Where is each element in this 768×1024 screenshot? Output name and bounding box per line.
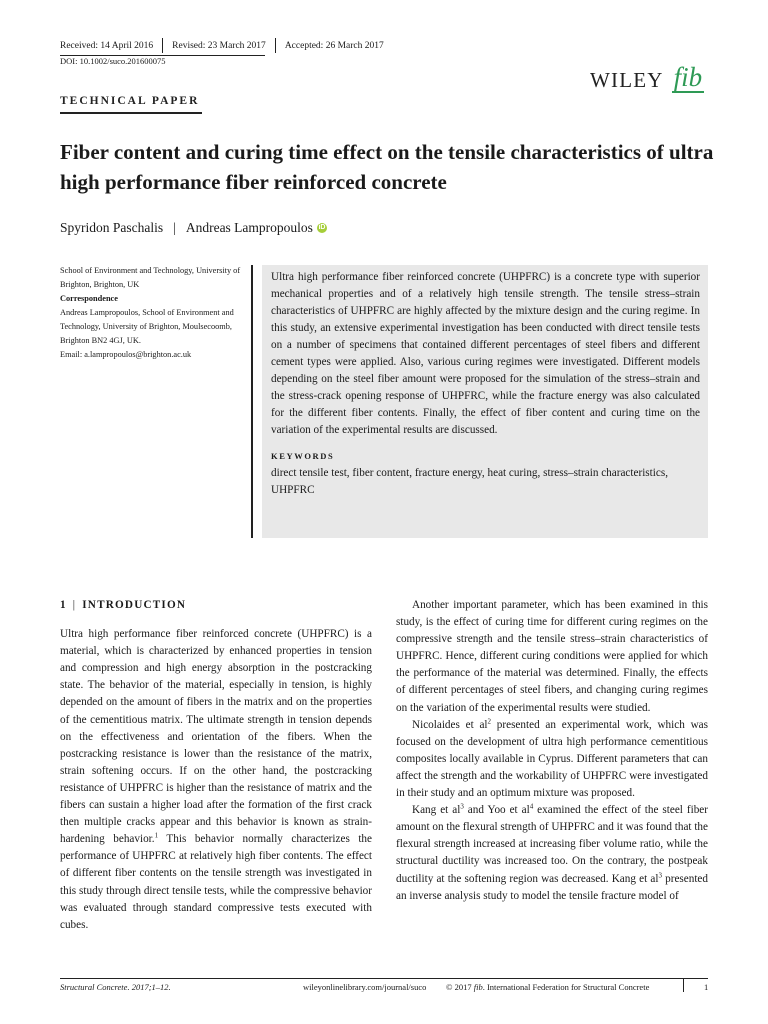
- footer-rule: [60, 978, 708, 979]
- abstract-divider: [251, 265, 253, 538]
- orcid-icon[interactable]: iD: [318, 224, 326, 231]
- page-number: 1: [704, 982, 709, 992]
- section-heading: [60, 597, 372, 614]
- citation-ref[interactable]: 3: [460, 802, 464, 811]
- copyright-text: © 2017: [446, 982, 474, 992]
- fib-logo: fib: [673, 62, 703, 92]
- article-title: Fiber content and curing time effect on the tensile characteristics of ultra high performance fiber reinforced concrete: [60, 140, 714, 194]
- author-name[interactable]: Spyridon Paschalis: [60, 220, 164, 235]
- citation-ref[interactable]: 4: [529, 802, 534, 811]
- section-number: 1: [60, 599, 67, 611]
- body-column-right: [396, 597, 708, 905]
- body-column-left: [60, 597, 372, 934]
- section-separator: |: [72, 599, 77, 611]
- paragraph: [396, 802, 708, 905]
- paragraph: [396, 717, 708, 802]
- article-type-underline: [60, 112, 202, 114]
- citation-ref[interactable]: 2: [487, 716, 492, 725]
- history-divider: [162, 38, 163, 53]
- paragraph-text: This behavior normally characterizes the performance of UHPFRC at relatively high fiber contents. The effect of different fiber contents on the tensile strength was investigated in this study through direct tensile tests, while the compressive behavior was evaluated through standard compressive tests executed with cubes.: [60, 833, 372, 931]
- article-history: [60, 38, 384, 53]
- abstract-text: Ultra high performance fiber reinforced concrete (UHPFRC) is a concrete type with superior mechanical properties and of a relatively high tensile strength. The tensile stress–strain characteristics of UHPFRC are highly affected by the mixture design and the curing regime. In this study, an extensive experimental investigation has been conducted with direct tensile tests on a number of specimens that contained different percentages of steel fibers and different cement types were applied. Also, various curing regimes were investigated. Different models depending on the steel fiber amount were proposed for the simulation of the stress–strain and the stress-crack opening response of UHPFRC, while the fracture energy was also calculated for the different fiber contents. Finally, the effect of fiber content and curing time on the variation of the experimental results are discussed.: [271, 271, 700, 436]
- copyright-text: . International Federation for Structural Concrete: [482, 982, 650, 992]
- journal-citation: Structural Concrete. 2017;1–12.: [60, 982, 171, 992]
- article-type: TECHNICAL PAPER: [60, 95, 200, 107]
- revised-date: Revised: 23 March 2017: [172, 40, 266, 51]
- accepted-date: Accepted: 26 March 2017: [284, 40, 384, 51]
- institution: School of Environment and Technology, University of Brighton, Brighton, UK: [60, 266, 241, 289]
- abstract: [262, 265, 708, 538]
- doi[interactable]: DOI: 10.1002/suco.201600075: [60, 56, 166, 66]
- affiliation-block: [60, 264, 246, 362]
- author-name[interactable]: Andreas Lampropoulos: [185, 220, 313, 235]
- citation-ref[interactable]: 3: [658, 870, 662, 879]
- paragraph-text: Nicolaides et al: [412, 718, 488, 731]
- author-list: [60, 220, 327, 236]
- publisher-logos: [590, 64, 704, 93]
- paragraph-text: examined the effect of the steel fiber amount on the flexural strength of UHPFRC and it was found that the flexural strength increased at increasing fiber volume ratio, while the structural ductility was increased too. On the contrary, the postpeak ductility at the softening region was decreased. Kang et al: [396, 804, 708, 885]
- section-title: INTRODUCTION: [82, 599, 187, 611]
- paragraph-text: Ultra high performance fiber reinforced concrete (UHPFRC) is a material, which is characterized by enhanced properties in tension and compression and high energy absorption in the postcracking state. The behavior of the material, especially in tension, is highly depended on the amount of fibers in the matrix and on the properties of the cementitious matrix. The ultimate strength in tension depends on the effectiveness and orientation of the fibers. When the postcracking resistance is lower than the resistance of the matrix, strain softening occurs. If on the other hand, the postcracking resistance of UHPFRC is higher than the resistance of matrix and the fibers can sustain a higher load after the formation of the first crack then multiple cracks appear and this behavior is known as strain-hardening behavior.: [60, 628, 372, 846]
- copyright: [446, 982, 649, 992]
- paragraph-text: presented an inverse analysis study to model the tensile fracture model of: [396, 872, 708, 902]
- keywords-label: KEYWORDS: [271, 451, 335, 461]
- history-divider: [275, 38, 276, 53]
- wiley-logo: WILEY: [590, 68, 664, 92]
- copyright-text: fib: [473, 982, 483, 992]
- received-date: Received: 14 April 2016: [60, 40, 154, 51]
- author-separator: |: [173, 220, 176, 235]
- correspondence-email[interactable]: Email: a.lampropoulos@brighton.ac.uk: [60, 350, 192, 359]
- footer-divider: [683, 979, 684, 992]
- keywords: direct tensile test, fiber content, fracture energy, heat curing, stress–strain characteristics, UHPFRC: [271, 467, 668, 496]
- paragraph-text: Kang et al: [412, 804, 461, 817]
- citation-ref[interactable]: 1: [154, 831, 159, 840]
- correspondence-label: Correspondence: [60, 294, 118, 303]
- paragraph: [60, 626, 372, 934]
- paragraph-text: and Yoo et al: [463, 804, 530, 817]
- correspondence-address: Andreas Lampropoulos, School of Environment and Technology, University of Brighton, Moulsecoomb, Brighton BN2 4GJ, UK.: [60, 308, 234, 345]
- paragraph: Another important parameter, which has been examined in this study, is the effect of curing time for different curing regimes on the compressive strength and the tensile stress–strain characteristics of UHPFRC. Hence, different curing conditions were applied for which the performance of the material was determined. Finally, the effects of different percentages of steel fibers, and changing curing regimes on the variation of the experimental results were studied.: [396, 599, 708, 714]
- journal-url[interactable]: wileyonlinelibrary.com/journal/suco: [303, 982, 427, 992]
- paragraph-text: presented an experimental work, which was focused on the development of ultra high performance cementitious composites locally available in Cyprus. Different parameters that can affect the strength and the workability of UHPFRC were investigated in their study and an optimum mixture was proposed.: [396, 718, 708, 800]
